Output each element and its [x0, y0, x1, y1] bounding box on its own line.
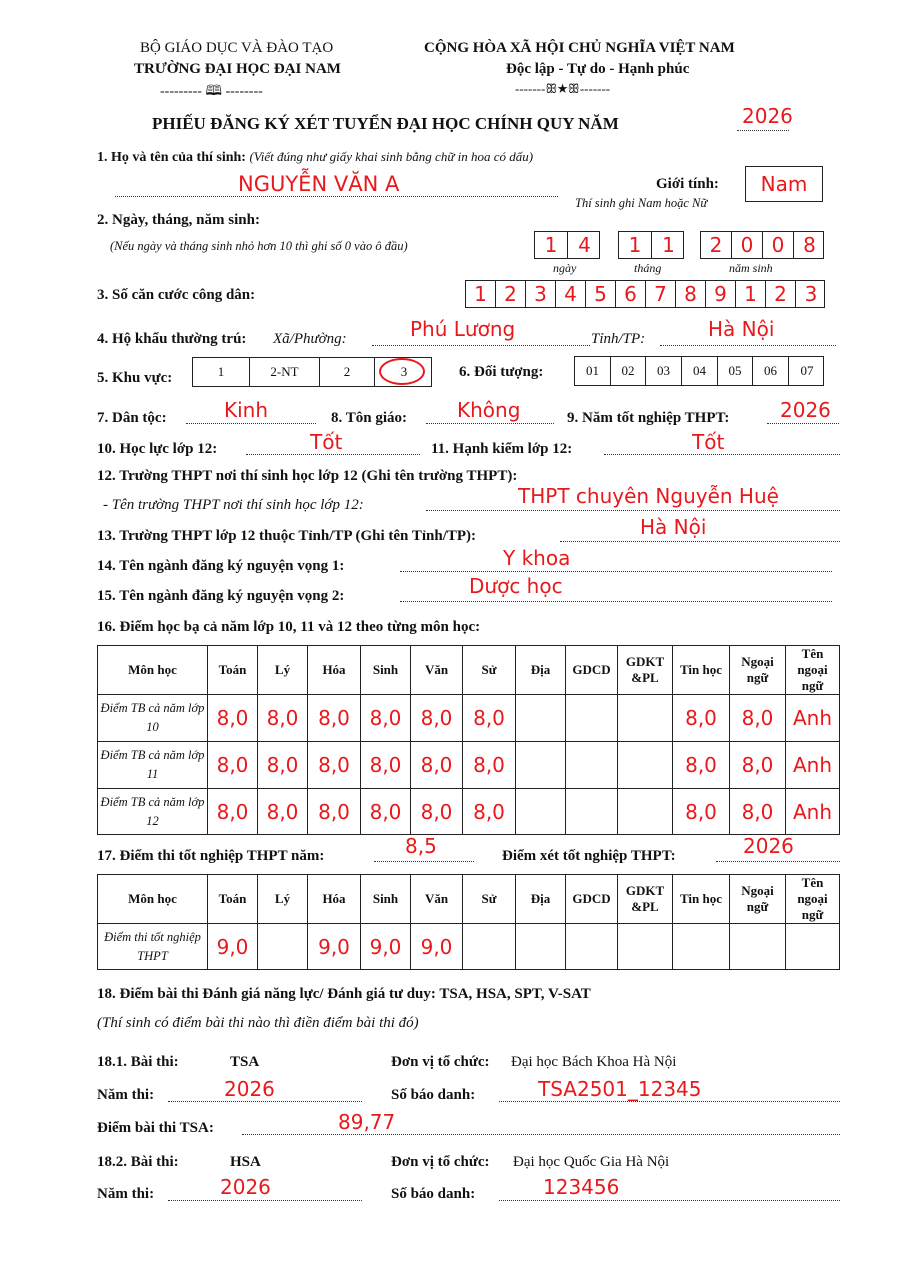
- score-cell[interactable]: [618, 695, 673, 742]
- graduation-score-input[interactable]: 2026: [743, 834, 794, 858]
- q15-label: 15. Tên ngành đăng ký nguyện vọng 2:: [97, 588, 345, 604]
- school-province-input[interactable]: Hà Nội: [640, 515, 707, 539]
- col-header: GDCD: [566, 646, 618, 695]
- q1-label-line: [97, 149, 533, 166]
- q7-label: 7. Dân tộc:: [97, 410, 167, 426]
- exam-year-input[interactable]: 8,5: [405, 834, 437, 858]
- q18-label: 18. Điểm bài thi Đánh giá năng lực/ Đánh giá tư duy: TSA, HSA, SPT, V-SAT: [97, 986, 591, 1002]
- score-cell[interactable]: [566, 742, 618, 789]
- exam2-year-label: Năm thi:: [97, 1186, 155, 1202]
- score-cell[interactable]: 9,0: [361, 924, 411, 970]
- q13-label: 13. Trường THPT lớp 12 thuộc Tỉnh/TP (Ghi tên Tỉnh/TP):: [97, 528, 477, 544]
- q1-hint: (Viết đúng như giấy khai sinh bằng chữ in hoa có dấu): [249, 149, 534, 164]
- score-cell[interactable]: 8,0: [730, 789, 786, 835]
- score-cell[interactable]: 8,0: [308, 695, 361, 742]
- q6-label: 6. Đối tượng:: [459, 364, 544, 380]
- q2-hint: (Nếu ngày và tháng sinh nhỏ hơn 10 thì ghi số 0 vào ô đầu): [110, 239, 408, 253]
- gender-value: Nam: [760, 172, 808, 196]
- exam2-year-input[interactable]: 2026: [220, 1175, 271, 1199]
- score-cell[interactable]: [566, 695, 618, 742]
- col-header: Sinh: [361, 875, 411, 924]
- birth-month-boxes[interactable]: [618, 231, 684, 259]
- birth-month-digit: 1: [662, 233, 675, 257]
- q17-label: 17. Điểm thi tốt nghiệp THPT năm:: [97, 848, 325, 864]
- score-cell[interactable]: [516, 695, 566, 742]
- birth-year-digit: 2: [709, 233, 723, 257]
- score-cell[interactable]: Anh: [786, 695, 840, 742]
- score-cell[interactable]: [673, 924, 730, 970]
- score-cell[interactable]: 8,0: [208, 742, 258, 789]
- motto-ornament: -------ꕥ★ꕥ-------: [515, 81, 611, 96]
- score-cell[interactable]: 9,0: [411, 924, 463, 970]
- score-cell[interactable]: [463, 924, 516, 970]
- graduation-score-label: Điểm xét tốt nghiệp THPT:: [502, 848, 676, 864]
- ministry-name: BỘ GIÁO DỤC VÀ ĐÀO TẠO: [140, 40, 334, 56]
- exam1-label: 18.1. Bài thi:: [97, 1054, 179, 1070]
- region-option-selected[interactable]: 3: [400, 364, 408, 379]
- col-header: Tin học: [673, 646, 730, 695]
- col-header: GDCD: [566, 875, 618, 924]
- col-header: Địa: [516, 875, 566, 924]
- citizen-id-digit: 5: [594, 282, 607, 306]
- col-header: Địa: [516, 646, 566, 695]
- gender-hint: Thí sinh ghi Nam hoặc Nữ: [575, 196, 708, 210]
- q5-label: 5. Khu vực:: [97, 370, 173, 386]
- exam2-name: HSA: [230, 1154, 261, 1170]
- priority-option[interactable]: 04: [693, 363, 706, 378]
- score-cell[interactable]: 8,0: [411, 695, 463, 742]
- q9-label: 9. Năm tốt nghiệp THPT:: [567, 410, 730, 426]
- form-title: PHIẾU ĐĂNG KÝ XÉT TUYỂN ĐẠI HỌC CHÍNH QUY NĂM: [152, 114, 619, 133]
- col-header: Môn học: [98, 646, 208, 695]
- col-header: Toán: [208, 646, 258, 695]
- row-label: Điểm TB cả năm lớp 12: [98, 789, 208, 835]
- birth-day-digit: 1: [544, 233, 558, 257]
- table-row: [98, 789, 840, 835]
- score-cell[interactable]: [516, 742, 566, 789]
- score-cell[interactable]: 8,0: [673, 742, 730, 789]
- exam1-year-input[interactable]: 2026: [224, 1077, 275, 1101]
- birth-year-digit: 0: [740, 233, 754, 257]
- ethnicity-input[interactable]: Kinh: [224, 398, 269, 422]
- score-cell[interactable]: 8,0: [730, 742, 786, 789]
- table-row: [98, 924, 840, 970]
- priority-option[interactable]: 03: [657, 363, 670, 378]
- q12-sub-label: - Tên trường THPT nơi thí sinh học lớp 12:: [103, 497, 364, 513]
- score-cell[interactable]: 8,0: [673, 695, 730, 742]
- score-cell[interactable]: 8,0: [258, 789, 308, 835]
- score-cell[interactable]: 8,0: [463, 789, 516, 835]
- full-name-input[interactable]: NGUYỄN VĂN A: [238, 172, 400, 196]
- q8-label: 8. Tôn giáo:: [331, 410, 407, 426]
- score-cell[interactable]: [516, 924, 566, 970]
- col-header: GDKT &PL: [618, 646, 673, 695]
- province-input[interactable]: Hà Nội: [708, 317, 775, 341]
- score-cell[interactable]: 8,0: [411, 789, 463, 835]
- citizen-id-digit: 2: [774, 282, 787, 306]
- citizen-id-boxes[interactable]: [465, 280, 825, 308]
- citizen-id-digit: 8: [684, 282, 697, 306]
- score-cell[interactable]: 8,0: [673, 789, 730, 835]
- col-header: Lý: [258, 646, 308, 695]
- priority-option[interactable]: 02: [621, 363, 635, 378]
- citizen-id-digit: 7: [654, 282, 667, 306]
- col-header: Hóa: [308, 875, 361, 924]
- conduct-grade-input[interactable]: Tốt: [692, 430, 725, 454]
- exam2-id-label: Số báo danh:: [391, 1186, 476, 1202]
- score-cell[interactable]: [618, 924, 673, 970]
- citizen-id-digit: 1: [744, 282, 757, 306]
- birth-year-digit: 0: [771, 233, 785, 257]
- col-header: Môn học: [98, 875, 208, 924]
- exam1-id-input[interactable]: TSA2501_12345: [538, 1077, 702, 1101]
- score-cell[interactable]: 8,0: [258, 695, 308, 742]
- score-cell[interactable]: 8,0: [411, 742, 463, 789]
- graduation-year-input[interactable]: 2026: [780, 398, 831, 422]
- form-year[interactable]: 2026: [742, 104, 793, 128]
- score-cell[interactable]: [786, 924, 840, 970]
- col-header: Sử: [463, 875, 516, 924]
- col-header: Văn: [411, 646, 463, 695]
- priority-option[interactable]: 07: [800, 363, 814, 378]
- priority-option[interactable]: 05: [728, 363, 742, 378]
- score-cell[interactable]: 8,0: [463, 742, 516, 789]
- q16-label: 16. Điểm học bạ cả năm lớp 10, 11 và 12 theo từng môn học:: [97, 619, 481, 635]
- region-option[interactable]: 2: [343, 364, 351, 379]
- score-cell[interactable]: Anh: [786, 789, 840, 835]
- gender-box[interactable]: [745, 166, 823, 202]
- exam1-org: Đại học Bách Khoa Hà Nội: [511, 1054, 677, 1070]
- citizen-id-digit: 9: [714, 282, 727, 306]
- exam1-org-label: Đơn vị tổ chức:: [391, 1054, 490, 1070]
- citizen-id-digit: 3: [534, 282, 547, 306]
- exam1-score-label: Điểm bài thi TSA:: [97, 1120, 214, 1136]
- q18-hint: (Thí sinh có điểm bài thi nào thì điền điểm bài thi đó): [97, 1015, 419, 1031]
- region-selection-circle: [379, 358, 425, 385]
- q11-label: 11. Hạnh kiểm lớp 12:: [431, 441, 573, 457]
- row-label: Điểm thi tốt nghiệp THPT: [98, 924, 208, 970]
- table-row: [98, 695, 840, 742]
- score-cell[interactable]: 9,0: [308, 924, 361, 970]
- score-cell[interactable]: [516, 789, 566, 835]
- score-cell[interactable]: 8,0: [308, 789, 361, 835]
- year-label: năm sinh: [729, 261, 773, 275]
- q2-label: 2. Ngày, tháng, năm sinh:: [97, 212, 260, 228]
- score-cell[interactable]: 9,0: [208, 924, 258, 970]
- country-name: CỘNG HÒA XÃ HỘI CHỦ NGHĨA VIỆT NAM: [424, 40, 735, 56]
- month-label: tháng: [634, 261, 662, 275]
- citizen-id-digit: 6: [624, 282, 637, 306]
- col-header: Sinh: [361, 646, 411, 695]
- exam2-org: Đại học Quốc Gia Hà Nội: [513, 1154, 670, 1170]
- col-header: Hóa: [308, 646, 361, 695]
- priority-option[interactable]: 06: [764, 363, 777, 378]
- q3-label: 3. Số căn cước công dân:: [97, 287, 256, 303]
- exam1-name: TSA: [230, 1054, 260, 1070]
- col-header: Ngoại ngữ: [730, 646, 786, 695]
- exam2-label: 18.2. Bài thi:: [97, 1154, 179, 1170]
- citizen-id-digit: 4: [564, 282, 577, 306]
- exam1-year-label: Năm thi:: [97, 1087, 155, 1103]
- score-cell[interactable]: 8,0: [361, 695, 411, 742]
- row-label: Điểm TB cả năm lớp 11: [98, 742, 208, 789]
- score-cell[interactable]: 8,0: [361, 789, 411, 835]
- school-name: TRƯỜNG ĐẠI HỌC ĐẠI NAM: [134, 61, 341, 77]
- score-cell[interactable]: Anh: [786, 742, 840, 789]
- citizen-id-digit: 1: [474, 282, 487, 306]
- birth-day-boxes[interactable]: [534, 231, 600, 259]
- score-cell[interactable]: [730, 924, 786, 970]
- gender-label: Giới tính:: [656, 176, 719, 192]
- col-header: GDKT &PL: [618, 875, 673, 924]
- score-cell[interactable]: 8,0: [308, 742, 361, 789]
- row-label: Điểm TB cả năm lớp 10: [98, 695, 208, 742]
- col-header: Tin học: [673, 875, 730, 924]
- birth-day-digit: 4: [578, 233, 591, 257]
- col-header: Ngoại ngữ: [730, 875, 786, 924]
- q1-label: 1. Họ và tên của thí sinh:: [97, 150, 246, 165]
- region-option[interactable]: 2-NT: [270, 364, 299, 379]
- high-school-input[interactable]: THPT chuyên Nguyễn Huệ: [518, 484, 779, 508]
- exam1-score-input[interactable]: 89,77: [338, 1110, 396, 1134]
- birth-year-boxes[interactable]: [700, 231, 824, 259]
- col-header: Tên ngoại ngữ: [786, 875, 840, 924]
- ward-input[interactable]: Phú Lương: [410, 317, 516, 341]
- score-cell[interactable]: 8,0: [208, 789, 258, 835]
- ward-label: Xã/Phường:: [273, 331, 347, 347]
- citizen-id-digit: 2: [504, 282, 517, 306]
- region-option[interactable]: 1: [217, 364, 225, 379]
- score-cell[interactable]: 8,0: [258, 742, 308, 789]
- transcript-table: [97, 645, 840, 835]
- major-choice-1-input[interactable]: Y khoa: [503, 546, 571, 570]
- exam1-id-label: Số báo danh:: [391, 1087, 476, 1103]
- col-header: Tên ngoại ngữ: [786, 646, 840, 695]
- col-header: Văn: [411, 875, 463, 924]
- birth-month-digit: 1: [628, 233, 642, 257]
- col-header: Sử: [463, 646, 516, 695]
- religion-input[interactable]: Không: [457, 398, 521, 422]
- exam2-id-input[interactable]: 123456: [543, 1175, 620, 1199]
- score-cell[interactable]: [618, 789, 673, 835]
- major-choice-2-input[interactable]: Dược học: [469, 574, 563, 598]
- score-cell[interactable]: 8,0: [361, 742, 411, 789]
- priority-options[interactable]: [574, 356, 824, 386]
- score-cell[interactable]: 8,0: [463, 695, 516, 742]
- score-cell[interactable]: 8,0: [208, 695, 258, 742]
- score-cell[interactable]: [566, 789, 618, 835]
- table-row: [98, 742, 840, 789]
- priority-option[interactable]: 01: [586, 363, 599, 378]
- score-cell[interactable]: [566, 924, 618, 970]
- score-cell[interactable]: [258, 924, 308, 970]
- q4-label: 4. Hộ khẩu thường trú:: [97, 331, 247, 347]
- citizen-id-digit: 3: [804, 282, 818, 306]
- day-label: ngày: [553, 261, 577, 275]
- score-cell[interactable]: 8,0: [730, 695, 786, 742]
- q14-label: 14. Tên ngành đăng ký nguyện vọng 1:: [97, 558, 345, 574]
- q12-label: 12. Trường THPT nơi thí sinh học lớp 12 (Ghi tên trường THPT):: [97, 468, 518, 484]
- province-label: Tỉnh/TP:: [591, 331, 646, 347]
- q10-label: 10. Học lực lớp 12:: [97, 441, 218, 457]
- school-ornament: --------- 🕮 --------: [160, 84, 263, 99]
- birth-year-digit: 8: [803, 233, 816, 257]
- score-cell[interactable]: [618, 742, 673, 789]
- academic-grade-input[interactable]: Tốt: [310, 430, 343, 454]
- motto: Độc lập - Tự do - Hạnh phúc: [506, 61, 690, 77]
- col-header: Lý: [258, 875, 308, 924]
- exam2-org-label: Đơn vị tổ chức:: [391, 1154, 490, 1170]
- col-header: Toán: [208, 875, 258, 924]
- graduation-exam-table: [97, 874, 840, 970]
